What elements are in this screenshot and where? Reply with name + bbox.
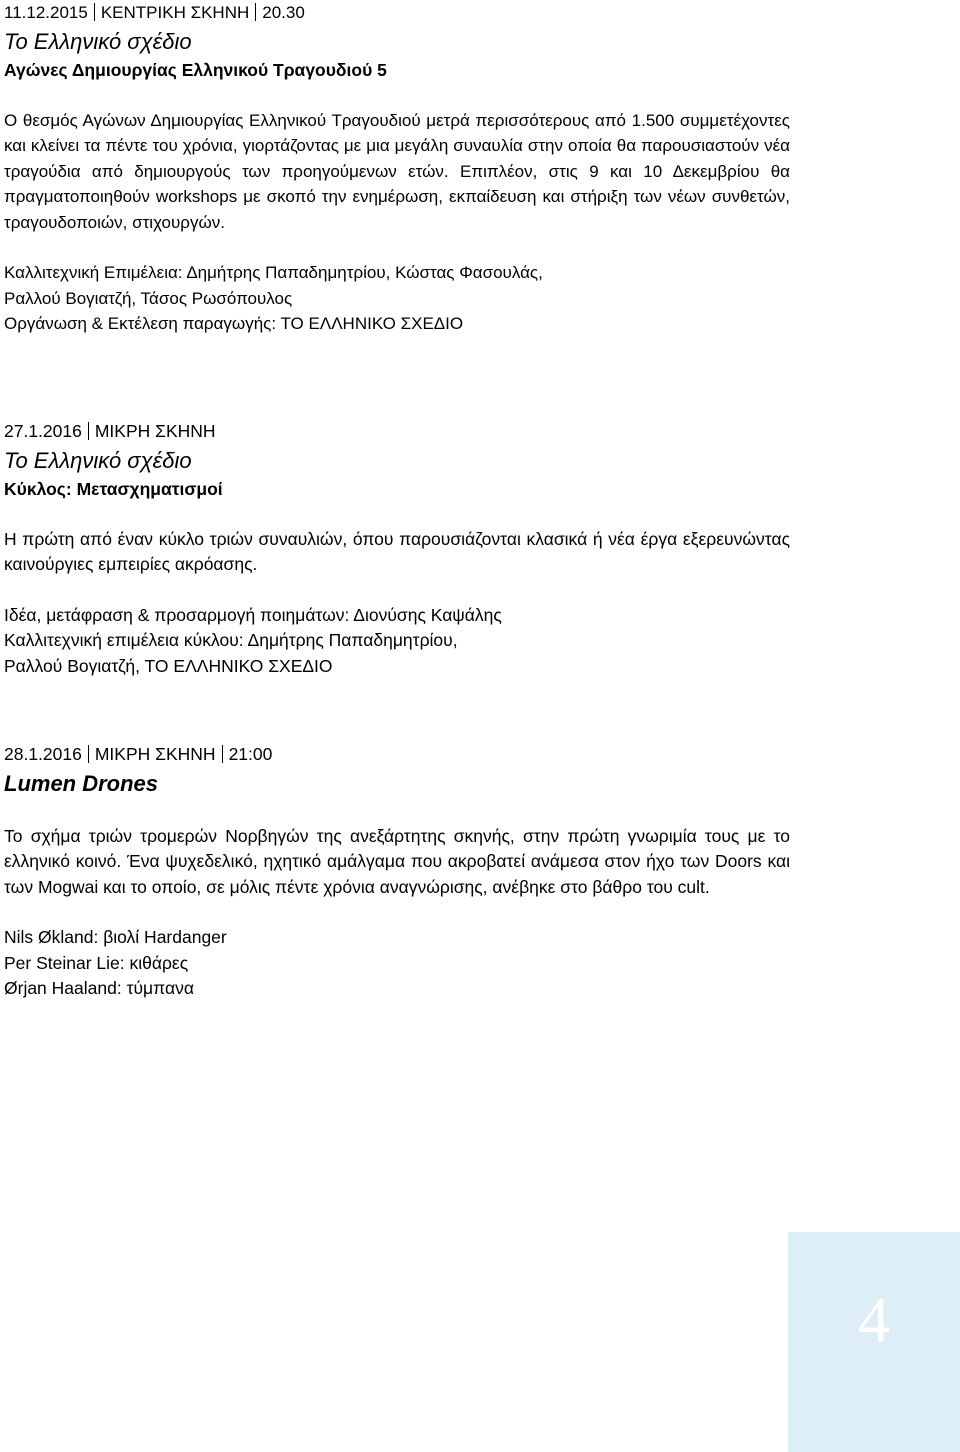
- event-3-date: 28.1.2016: [4, 744, 82, 764]
- event-2-description: Η πρώτη από έναν κύκλο τριών συναυλιών, όπου παρουσιάζονται κλασικά ή νέα έργα εξερευνώντας καινούργιες εμπειρίες ακρόασης.: [4, 528, 790, 574]
- event-1-subtitle: Αγώνες Δημιουργίας Ελληνικού Τραγουδιού 5: [4, 59, 387, 80]
- event-1: [4, 0, 790, 337]
- event-3-time: 21:00: [228, 744, 273, 764]
- event-3-title: Lumen Drones: [4, 770, 159, 796]
- event-2: [4, 419, 790, 679]
- event-1-header: [4, 0, 790, 26]
- event-2-venue: ΜΙΚΡΗ ΣΚΗΝΗ: [94, 421, 216, 441]
- event-2-date: 27.1.2016: [4, 421, 82, 441]
- separator: [94, 3, 95, 21]
- event-2-credit-line: Καλλιτεχνική επιμέλεια κύκλου: Δημήτρης Παπαδημητρίου,: [4, 630, 458, 650]
- event-3-credit-line: Ørjan Haaland: τύμπανα: [4, 978, 194, 998]
- event-1-time: 20.30: [262, 3, 305, 22]
- separator: [222, 745, 223, 763]
- page-number: 4: [858, 1284, 890, 1355]
- event-3-header: [4, 742, 790, 768]
- event-1-title: Το Ελληνικό σχέδιο: [4, 28, 192, 54]
- event-1-credit-line: Καλλιτεχνική Επιμέλεια: Δημήτρης Παπαδημητρίου, Κώστας Φασουλάς,: [4, 263, 543, 282]
- event-2-header: [4, 419, 790, 445]
- separator: [88, 422, 89, 440]
- event-1-credit-line: Ραλλού Βογιατζή, Τάσος Ρωσόπουλος: [4, 288, 293, 308]
- event-1-venue: ΚΕΝΤΡΙΚΗ ΣΚΗΝΗ: [100, 3, 250, 22]
- event-1-description: Ο θεσμός Αγώνων Δημιουργίας Ελληνικού Τραγουδιού μετρά περισσότερους από 1.500 συμμετέχοντες και κλείνει τα πέντε του χρόνια, γιορτάζοντας με μια μεγάλη συναυλία στην οποία θα παρουσιαστούν νέα τραγούδια από δημιουργούς των προηγούμενων ετών. Επιπλέον, στις 9 και 10 Δεκεμβρίου θα πραγματοποιηθούν workshops με σκοπό την ενημέρωση, εκπαίδευση και στήριξη των νέων συνθετών, τραγουδοποιών, στιχουργών.: [4, 110, 790, 232]
- separator: [88, 745, 89, 763]
- event-2-title: Το Ελληνικό σχέδιο: [4, 447, 192, 473]
- event-3-credit-line: Nils Økland: βιολί Hardanger: [4, 927, 227, 947]
- event-3: [4, 742, 790, 1002]
- event-3-description: Το σχήμα τριών τρομερών Νορβηγών της ανεξάρτητης σκηνής, στην πρώτη γνωριμία τους με το ελληνικό κοινό. Ένα ψυχεδελικό, ηχητικό αμάλγαμα που ακροβατεί ανάμεσα στον ήχο των Doors και των Mogwai και το οποίο, σε μόλις πέντε χρόνια αναγνώρισης, ανέβηκε στο βάθρο του cult.: [4, 825, 790, 897]
- separator: [255, 3, 256, 21]
- event-2-credit-line: Ιδέα, μετάφραση & προσαρμογή ποιημάτων: Διονύσης Καψάλης: [4, 604, 502, 625]
- event-3-venue: ΜΙΚΡΗ ΣΚΗΝΗ: [94, 744, 216, 764]
- event-1-credit-line: Οργάνωση & Εκτέλεση παραγωγής: ΤΟ ΕΛΛΗΝΙΚΟ ΣΧΕΔΙΟ: [4, 314, 464, 333]
- page-number-box: [788, 1232, 960, 1452]
- event-2-credit-line: Ραλλού Βογιατζή, ΤΟ ΕΛΛΗΝΙΚΟ ΣΧΕΔΙΟ: [4, 655, 333, 676]
- event-2-subtitle: Κύκλος: Μετασχηματισμοί: [4, 478, 223, 499]
- event-3-credit-line: Per Steinar Lie: κιθάρες: [4, 952, 189, 973]
- event-1-date: 11.12.2015: [4, 3, 88, 22]
